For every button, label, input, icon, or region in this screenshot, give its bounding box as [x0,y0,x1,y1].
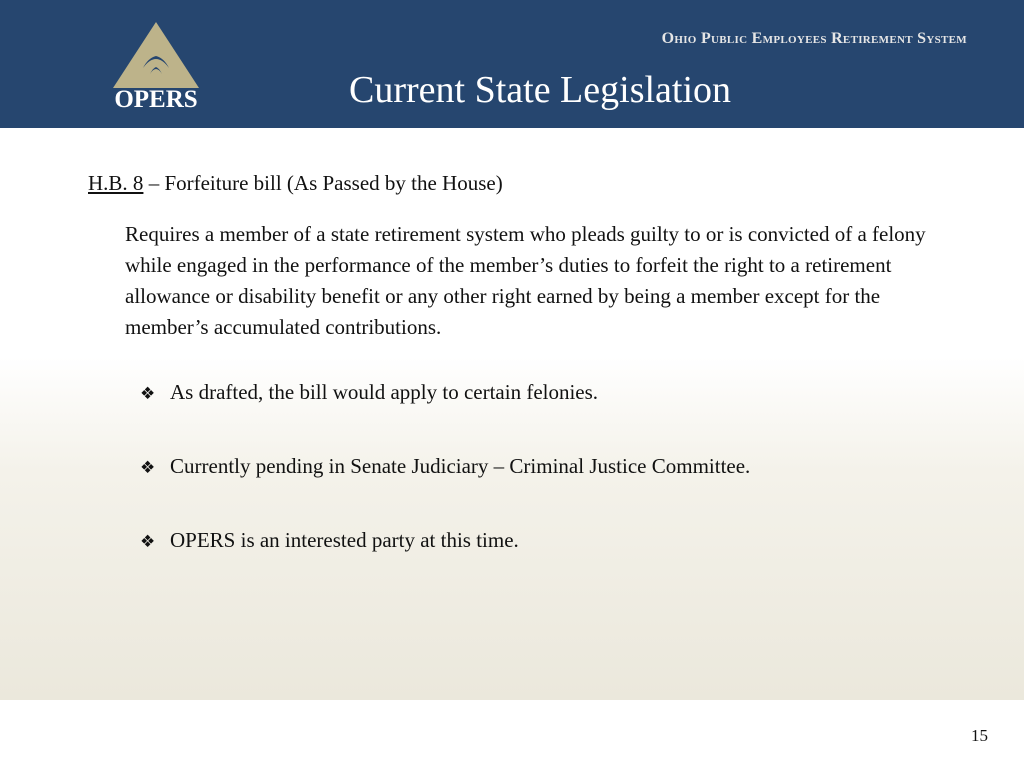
diamond-bullet-icon: ❖ [140,532,156,552]
slide-body-background [0,128,1024,700]
list-item [140,454,750,479]
bullet-text: As drafted, the bill would apply to certain felonies. [170,380,599,404]
list-item [140,380,598,405]
slide-header [0,0,1024,128]
diamond-bullet-icon: ❖ [140,384,156,404]
bill-subtitle: – Forfeiture bill (As Passed by the House) [143,171,503,195]
logo-wordmark: OPERS [114,86,198,113]
page-title: Current State Legislation [349,69,732,111]
bill-id: H.B. 8 [88,171,144,195]
page-number: 15 [971,726,988,745]
organization-name: Ohio Public Employees Retirement System [661,30,967,47]
bill-heading [88,171,503,196]
diamond-bullet-icon: ❖ [140,458,156,478]
bill-description: Requires a member of a state retirement system who pleads guilty to or is convicted of a felony while engaged in the performance of the member’s duties to forfeit the right to a retirement allowance or disability benefit or any other right earned by being a member except for the member’s accumulated contributions. [125,222,926,339]
bullet-text: Currently pending in Senate Judiciary – Criminal Justice Committee. [170,454,751,478]
bullet-text: OPERS is an interested party at this time. [170,528,519,552]
list-item [140,528,519,553]
